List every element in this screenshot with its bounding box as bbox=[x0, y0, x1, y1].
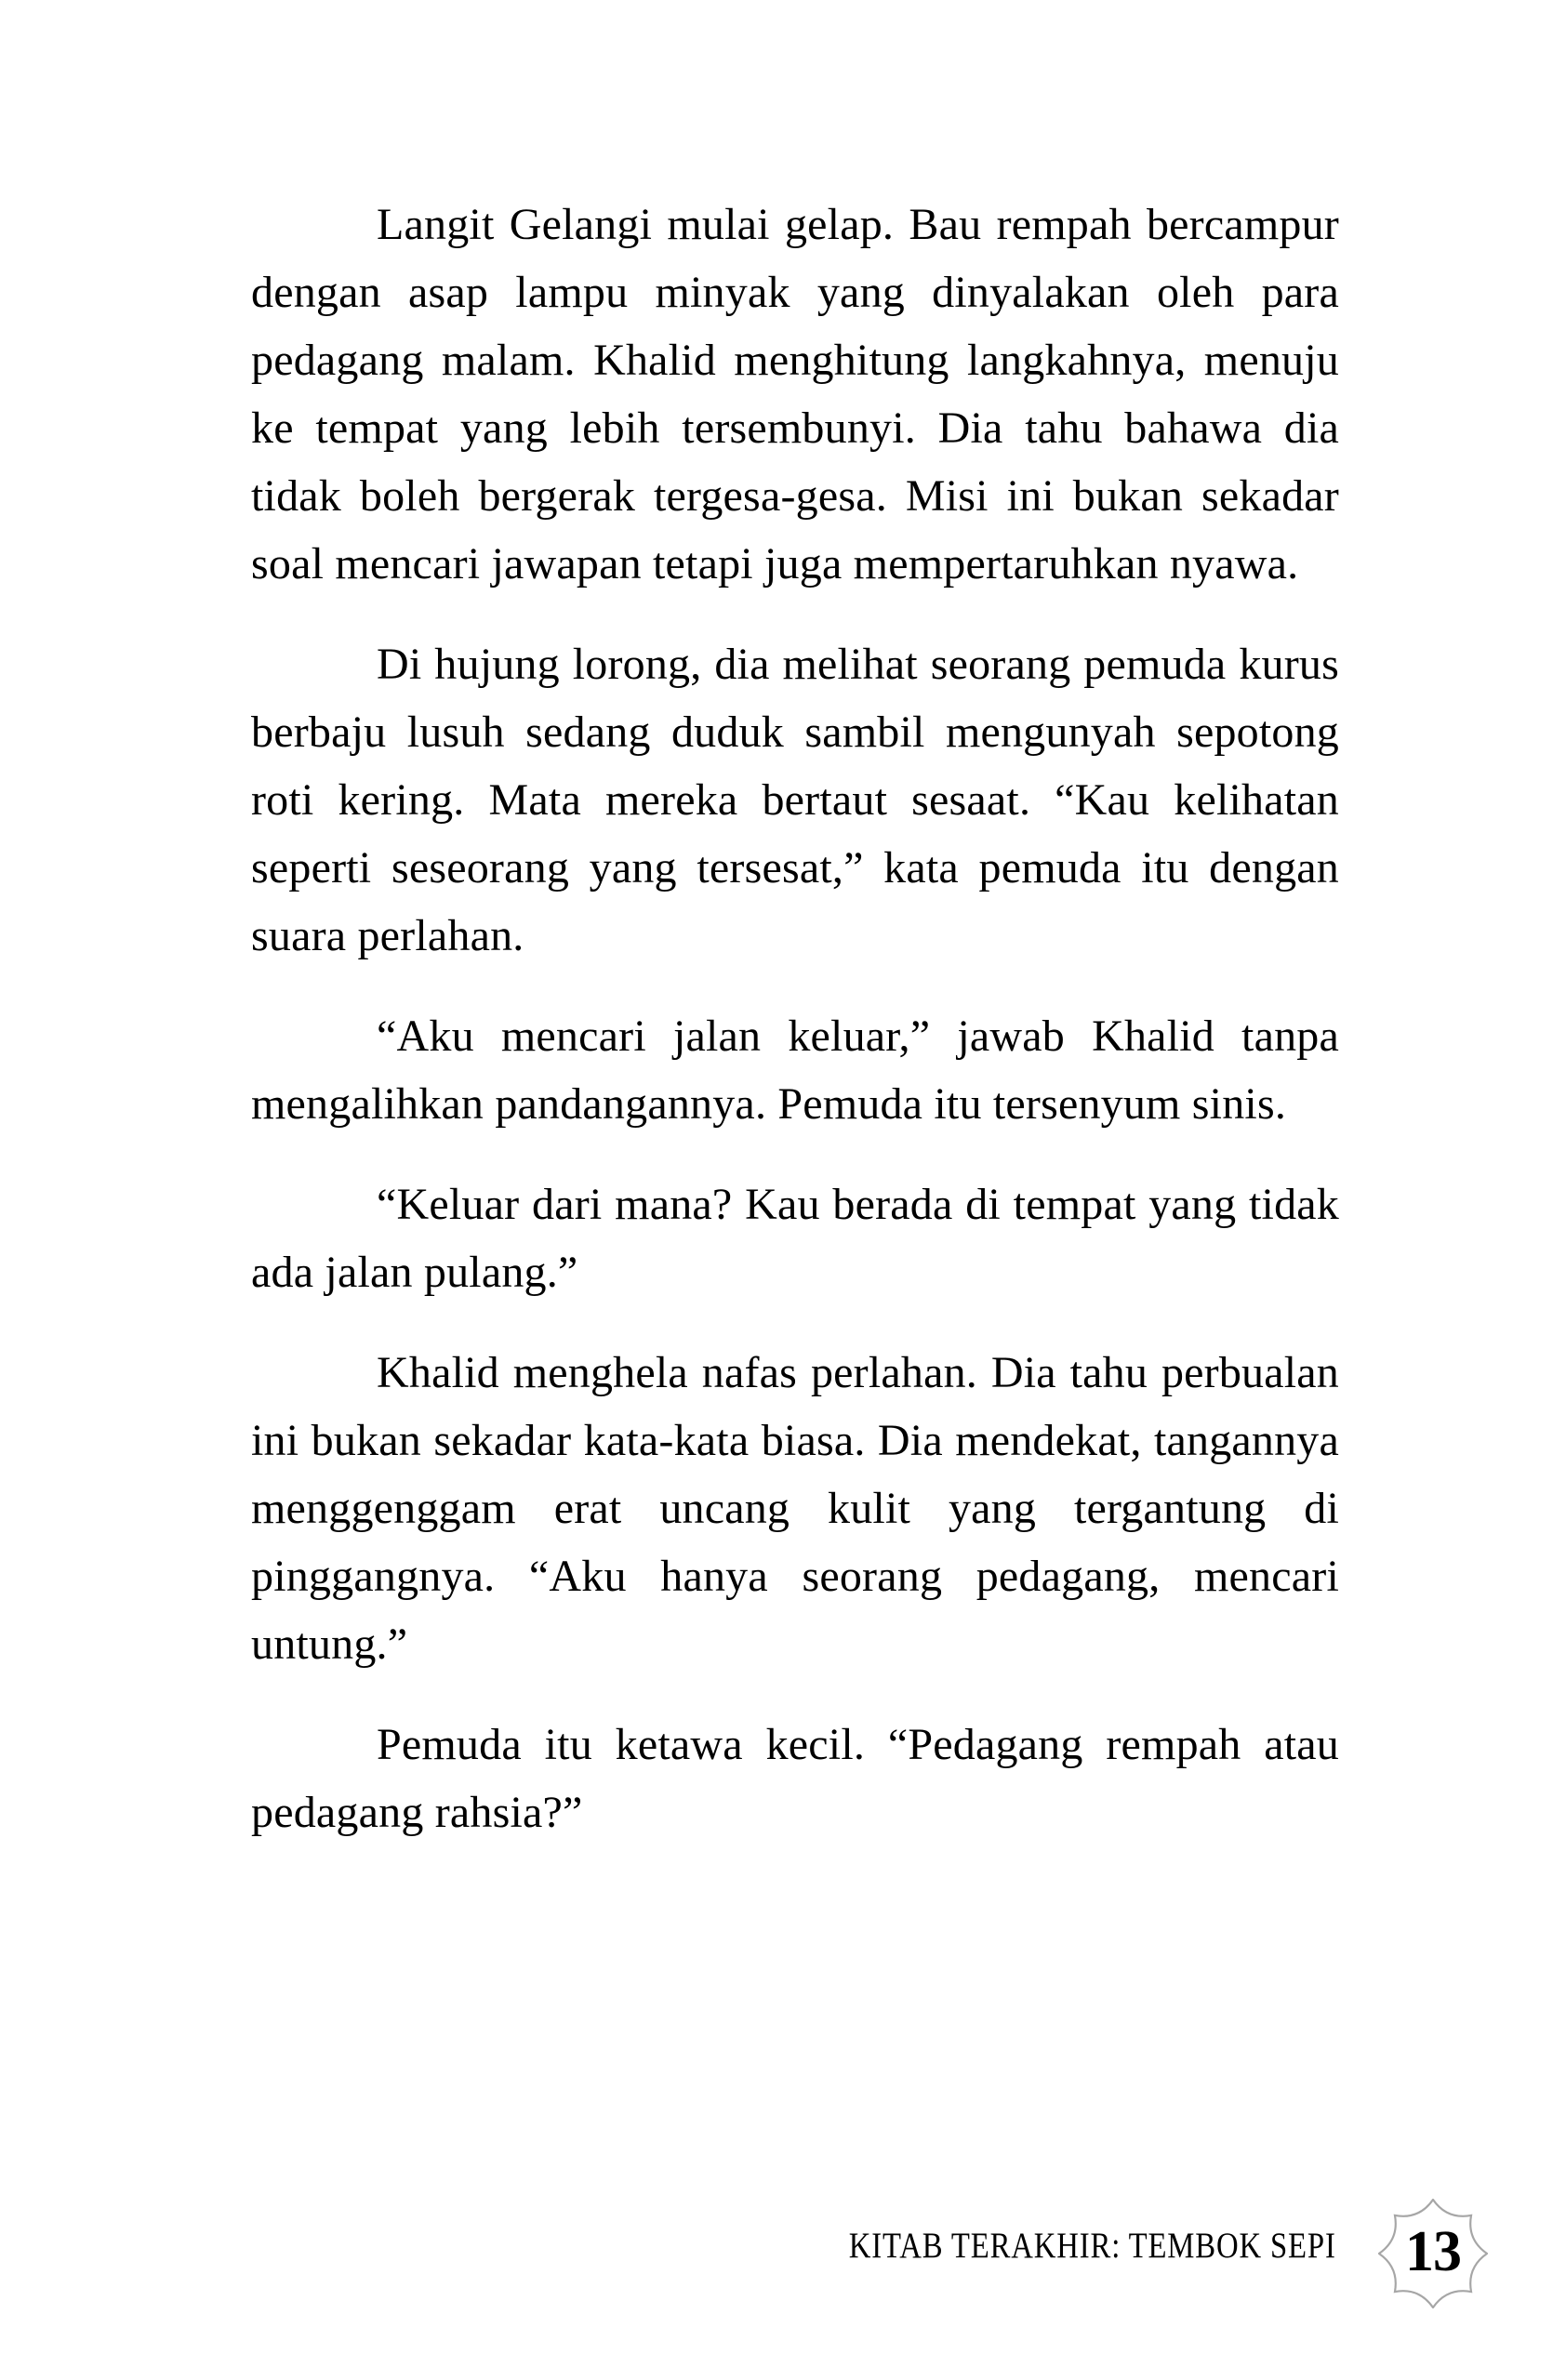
paragraph-6: Pemuda itu ketawa kecil. “Pedagang rempah atau pedagang rahsia?” bbox=[251, 1720, 1339, 1837]
page-body bbox=[251, 191, 1339, 1879]
paragraph-5: Khalid menghela nafas perlahan. Dia tahu perbualan ini bukan sekadar kata-kata biasa. Dia mendekat, tangannya menggenggam erat uncang kulit yang tergantung di pinggangnya. “Aku hanya seorang pedagang, mencari untung.” bbox=[251, 1348, 1339, 1669]
paragraph-2: Di hujung lorong, dia melihat seorang pemuda kurus berbaju lusuh sedang duduk sambil mengunyah sepotong roti kering. Mata mereka bertaut sesaat. “Kau kelihatan seperti seseorang yang tersesat,” kata pemuda itu dengan suara perlahan. bbox=[251, 640, 1339, 960]
page-number-badge bbox=[1378, 2199, 1488, 2308]
paragraph-4: “Keluar dari mana? Kau berada di tempat yang tidak ada jalan pulang.” bbox=[251, 1180, 1339, 1297]
paragraph-1: Langit Gelangi mulai gelap. Bau rempah bercampur dengan asap lampu minyak yang dinyalakan oleh para pedagang malam. Khalid menghitung langkahnya, menuju ke tempat yang lebih tersembunyi. Dia tahu bahawa dia tidak boleh bergerak tergesa-gesa. Misi ini bukan sekadar soal mencari jawapan tetapi juga mempertaruhkan nyawa. bbox=[251, 200, 1339, 588]
page-number: 13 bbox=[1405, 2219, 1461, 2283]
running-footer-title: KITAB TERAKHIR: TEMBOK SEPI bbox=[849, 2226, 1336, 2266]
paragraph-3: “Aku mencari jalan keluar,” jawab Khalid tanpa mengalihkan pandangannya. Pemuda itu tersenyum sinis. bbox=[251, 1012, 1339, 1129]
